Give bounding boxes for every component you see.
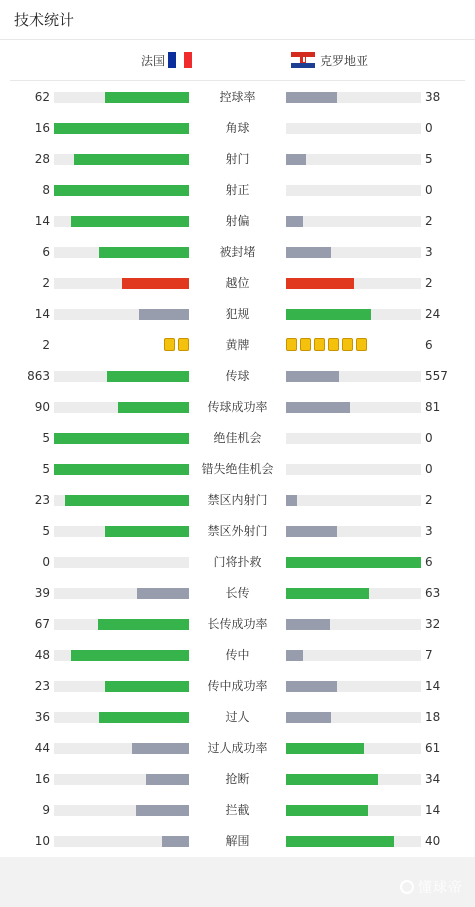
yellow-card-icon [178, 338, 189, 351]
home-value: 9 [42, 803, 50, 817]
home-value: 16 [34, 772, 50, 786]
home-bar-track [54, 495, 189, 506]
away-bar [286, 805, 368, 816]
stat-row [0, 112, 475, 143]
page-title: 技术统计 [14, 11, 75, 29]
home-bar-track [54, 371, 189, 382]
stat-row [0, 143, 475, 174]
home-bar [54, 464, 189, 475]
stat-row [0, 670, 475, 701]
home-team [141, 40, 192, 80]
yellow-card-icon [300, 338, 311, 351]
stat-label: 控球率 [219, 90, 256, 104]
home-bar-track [54, 774, 189, 785]
home-bar [136, 805, 189, 816]
stat-label: 门将扑救 [213, 555, 262, 569]
stat-label: 过人成功率 [207, 741, 268, 755]
away-bar [286, 92, 337, 103]
stat-row [0, 639, 475, 670]
away-value: 14 [425, 679, 441, 693]
stat-label: 拦截 [225, 803, 250, 817]
stat-label: 禁区外射门 [207, 524, 268, 538]
away-bar-track [286, 836, 421, 847]
croatia-flag-icon [291, 52, 315, 68]
stat-label: 黄牌 [225, 338, 250, 352]
away-bar-track [286, 185, 421, 196]
away-value: 7 [425, 648, 433, 662]
away-value: 63 [425, 586, 441, 600]
home-bar-track [54, 154, 189, 165]
away-bar-track [286, 743, 421, 754]
stat-label: 传球 [225, 369, 250, 383]
stat-row [0, 763, 475, 794]
away-bar-track [286, 712, 421, 723]
stat-row [0, 391, 475, 422]
stat-row [0, 825, 475, 856]
away-bar [286, 371, 339, 382]
away-bar-track [286, 619, 421, 630]
stat-label: 过人 [225, 710, 250, 724]
away-bar-track [286, 588, 421, 599]
away-bar-track [286, 805, 421, 816]
away-bar [286, 743, 364, 754]
home-team-name: 法国 [140, 53, 165, 68]
home-bar-track [54, 402, 189, 413]
home-bar-track [54, 464, 189, 475]
home-bar [105, 681, 189, 692]
home-value: 5 [42, 431, 50, 445]
home-bar-track [54, 712, 189, 723]
away-bar-track [286, 402, 421, 413]
away-value: 3 [425, 524, 433, 538]
stat-label: 解围 [225, 834, 250, 848]
away-bar-track [286, 774, 421, 785]
home-value: 2 [42, 338, 50, 352]
home-bar [107, 371, 189, 382]
home-bar-track [54, 836, 189, 847]
home-value: 6 [42, 245, 50, 259]
away-value: 14 [425, 803, 441, 817]
home-value: 62 [34, 90, 50, 104]
home-bar [146, 774, 189, 785]
home-bar [54, 185, 189, 196]
away-bar-track [286, 650, 421, 661]
away-value: 24 [425, 307, 441, 321]
stat-label: 传中 [225, 648, 250, 662]
home-value: 16 [34, 121, 50, 135]
stats-list [0, 81, 475, 856]
away-bar-track [286, 123, 421, 134]
teams-row [10, 40, 465, 81]
away-team-name: 克罗地亚 [320, 53, 369, 68]
home-value: 5 [42, 462, 50, 476]
away-bar [286, 526, 337, 537]
home-bar [139, 309, 189, 320]
home-bar-track [54, 216, 189, 227]
stat-label: 射偏 [225, 214, 250, 228]
stat-label: 错失绝佳机会 [201, 462, 274, 476]
away-value: 557 [425, 369, 448, 383]
away-value: 6 [425, 555, 433, 569]
stat-row [0, 360, 475, 391]
away-bar [286, 309, 371, 320]
stat-label: 射门 [225, 152, 250, 166]
yellow-card-icon [286, 338, 297, 351]
away-value: 2 [425, 214, 433, 228]
away-bar [286, 650, 303, 661]
away-value: 38 [425, 90, 441, 104]
home-bar [137, 588, 189, 599]
home-value: 36 [34, 710, 50, 724]
home-value: 44 [34, 741, 50, 755]
home-bar-track [54, 185, 189, 196]
home-value: 90 [34, 400, 50, 414]
home-value: 67 [34, 617, 50, 631]
stats-header [0, 0, 475, 40]
stat-label: 传中成功率 [207, 679, 268, 693]
away-bar [286, 619, 330, 630]
yellow-card-icon [314, 338, 325, 351]
away-bar-track [286, 154, 421, 165]
home-bar [65, 495, 189, 506]
away-bar [286, 216, 303, 227]
away-value: 2 [425, 276, 433, 290]
away-bar-track [286, 278, 421, 289]
away-value: 0 [425, 121, 433, 135]
home-value: 8 [42, 183, 50, 197]
stat-label: 绝佳机会 [213, 431, 262, 445]
away-bar-track [286, 216, 421, 227]
away-bar [286, 712, 331, 723]
stat-row [0, 608, 475, 639]
stat-row [0, 515, 475, 546]
stat-row [0, 205, 475, 236]
home-bar [105, 92, 189, 103]
home-bar-track [54, 278, 189, 289]
away-bar [286, 681, 337, 692]
stat-label: 长传 [225, 586, 250, 600]
footer [0, 857, 475, 907]
watermark [400, 877, 463, 897]
home-value: 48 [34, 648, 50, 662]
stat-row [0, 267, 475, 298]
home-bar [162, 836, 189, 847]
away-bar [286, 402, 350, 413]
yellow-card-icon [328, 338, 339, 351]
home-value: 14 [34, 307, 50, 321]
home-bar [99, 712, 189, 723]
home-bar [71, 216, 189, 227]
stat-label: 射正 [225, 183, 250, 197]
home-bar-track [54, 588, 189, 599]
away-yellow-cards [286, 338, 367, 351]
home-bar [74, 154, 189, 165]
away-bar-track [286, 371, 421, 382]
stat-row [0, 546, 475, 577]
stat-label: 角球 [225, 121, 250, 135]
stat-row [0, 794, 475, 825]
france-flag-icon [168, 52, 192, 68]
home-bar-track [54, 650, 189, 661]
away-bar [286, 495, 297, 506]
stat-row [0, 453, 475, 484]
away-value: 0 [425, 431, 433, 445]
home-value: 28 [34, 152, 50, 166]
away-value: 40 [425, 834, 441, 848]
stat-label: 传球成功率 [207, 400, 268, 414]
away-bar-track [286, 92, 421, 103]
stat-row [0, 329, 475, 360]
home-bar [54, 433, 189, 444]
stat-row [0, 701, 475, 732]
home-bar [99, 247, 189, 258]
stat-label: 犯规 [225, 307, 250, 321]
home-value: 23 [34, 679, 50, 693]
stat-row [0, 81, 475, 112]
yellow-card-icon [356, 338, 367, 351]
away-bar-track [286, 681, 421, 692]
stat-label: 抢断 [225, 772, 250, 786]
away-bar [286, 247, 331, 258]
stat-row [0, 732, 475, 763]
home-bar [54, 123, 189, 134]
home-bar [71, 650, 189, 661]
home-value: 23 [34, 493, 50, 507]
away-bar-track [286, 464, 421, 475]
away-bar [286, 557, 421, 568]
watermark-text: 懂球帝 [418, 880, 463, 896]
home-yellow-cards [164, 338, 189, 351]
away-bar [286, 154, 306, 165]
home-bar-track [54, 433, 189, 444]
home-bar-track [54, 92, 189, 103]
home-value: 0 [42, 555, 50, 569]
away-bar [286, 836, 394, 847]
home-bar-track [54, 247, 189, 258]
away-value: 0 [425, 183, 433, 197]
home-bar-track [54, 123, 189, 134]
stat-label: 长传成功率 [207, 617, 268, 631]
away-bar-track [286, 309, 421, 320]
home-bar [118, 402, 189, 413]
away-bar-track [286, 495, 421, 506]
home-bar-track [54, 526, 189, 537]
stat-row [0, 422, 475, 453]
dongqiudi-logo-icon [400, 880, 414, 894]
home-value: 39 [34, 586, 50, 600]
away-value: 18 [425, 710, 441, 724]
stat-row [0, 577, 475, 608]
stat-label: 被封堵 [219, 245, 256, 259]
stat-row [0, 484, 475, 515]
home-bar-track [54, 309, 189, 320]
away-bar-track [286, 526, 421, 537]
home-bar-track [54, 681, 189, 692]
away-bar [286, 774, 378, 785]
home-bar [105, 526, 189, 537]
home-value: 14 [34, 214, 50, 228]
away-bar-track [286, 433, 421, 444]
away-bar-track [286, 247, 421, 258]
away-value: 32 [425, 617, 441, 631]
away-value: 34 [425, 772, 441, 786]
away-bar [286, 278, 354, 289]
home-value: 863 [27, 369, 50, 383]
away-value: 5 [425, 152, 433, 166]
stat-row [0, 174, 475, 205]
home-bar [132, 743, 189, 754]
yellow-card-icon [342, 338, 353, 351]
away-value: 6 [425, 338, 433, 352]
away-value: 81 [425, 400, 441, 414]
away-value: 3 [425, 245, 433, 259]
yellow-card-icon [164, 338, 175, 351]
stat-label: 越位 [225, 276, 250, 290]
home-bar-track [54, 557, 189, 568]
home-bar-track [54, 805, 189, 816]
home-bar [122, 278, 190, 289]
stat-label: 禁区内射门 [207, 493, 268, 507]
away-value: 0 [425, 462, 433, 476]
home-bar-track [54, 743, 189, 754]
stat-row [0, 298, 475, 329]
away-value: 61 [425, 741, 441, 755]
stat-row [0, 236, 475, 267]
home-value: 2 [42, 276, 50, 290]
away-team [291, 40, 368, 80]
home-value: 5 [42, 524, 50, 538]
home-bar [98, 619, 189, 630]
away-bar [286, 588, 369, 599]
home-value: 10 [34, 834, 50, 848]
away-value: 2 [425, 493, 433, 507]
away-bar-track [286, 557, 421, 568]
home-bar-track [54, 619, 189, 630]
